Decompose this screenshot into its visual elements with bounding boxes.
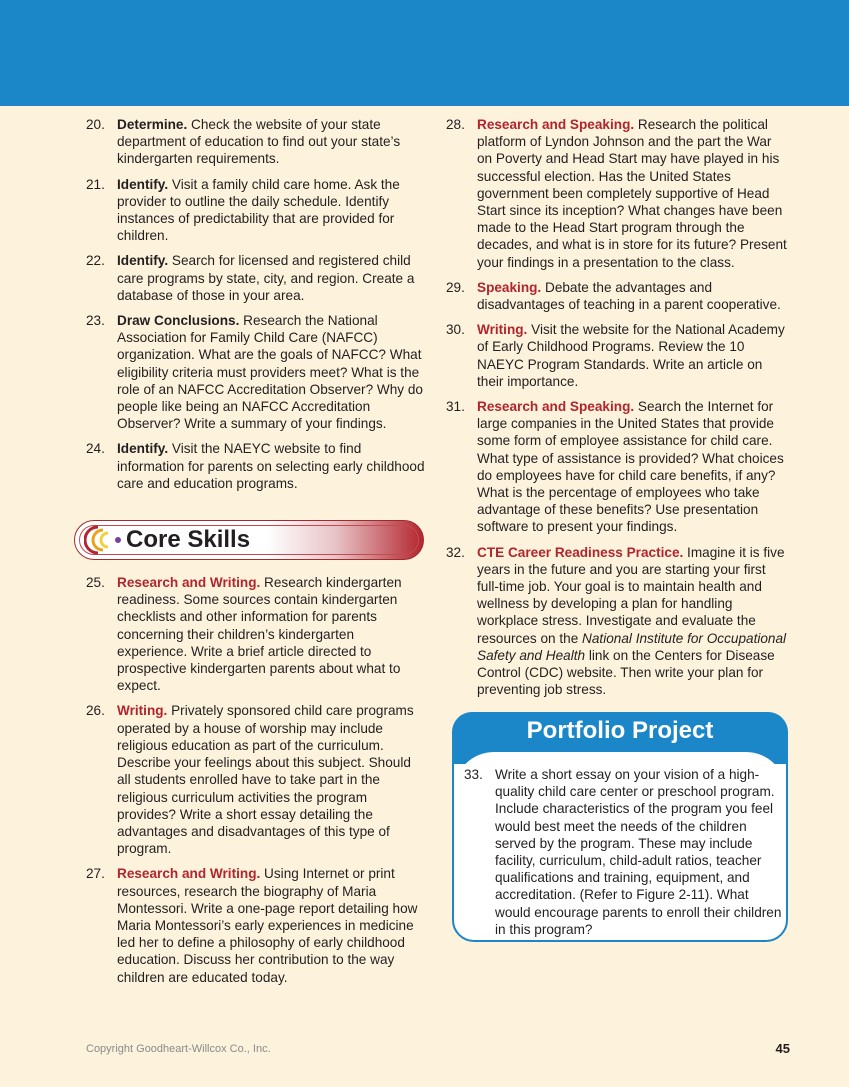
item-text: Imagine it is five years in the future and you are starting your first full-time job. Your goal is to maintain health and wellness by developing a plan for handling workplace stress. Investigate and evaluate the resources on the (477, 544, 785, 646)
item-heading: Research and Speaking. (477, 399, 635, 415)
item-number: 31. (446, 399, 465, 415)
item-number: 24. (86, 441, 105, 457)
item-text: Using Internet or print resources, research the biography of Maria Montessori. Write a one-page report detailing how Maria Montessori’s early experiences in medicine led her to define a philosophy of early childhood education. Discuss her contribution to the way children are educated today. (117, 866, 418, 985)
item-number: 21. (86, 176, 105, 192)
item-text: link on the Centers for Disease Control (CDC) website. Then write your plan for preventing job stress. (477, 647, 775, 698)
item-heading: Speaking. (477, 279, 542, 295)
item-heading: Determine. (117, 117, 188, 132)
list-item (446, 279, 790, 313)
item-number: 32. (446, 544, 465, 560)
portfolio-project-box (452, 712, 788, 942)
item-number: 23. (86, 313, 105, 329)
portfolio-title: Portfolio Project (526, 717, 714, 744)
list-item (464, 766, 782, 938)
item-number: 25. (86, 575, 105, 591)
item-italic-title: National Institute for Occupational Safety and Health (477, 630, 787, 663)
item-text: Search the Internet for large companies in the United States that provide some form of employee assistance for child care. What type of assistance is provided? What choices do employees have for child care benefits, if any? What is the percentage of employees who take advantage of these benefits? Use presentation software to present your findings. (477, 399, 784, 535)
item-heading: CTE Career Readiness Practice. (477, 544, 684, 560)
list-item (86, 252, 428, 304)
item-text: Write a short essay on your vision of a high-quality child care center or preschool program. Include characteristics of the program you feel would best meet the needs of the children served by the program. These may include facility, curriculum, child-adult ratios, teacher qualifications and training, equipment, and accreditation. (Refer to Figure 2-11). What would encourage parents to enroll their children in this program? (495, 767, 782, 937)
list-item (86, 865, 428, 985)
list-item (446, 398, 790, 536)
copyright-notice: Copyright Goodheart-Willcox Co., Inc. (86, 1043, 271, 1055)
core-skills-arcs-icon (84, 524, 124, 556)
item-text: Debate the advantages and disadvantages of teaching in a parent cooperative. (477, 279, 781, 313)
list-item (446, 321, 790, 390)
item-number: 20. (86, 117, 105, 132)
core-skills-banner (74, 520, 424, 560)
item-number: 28. (446, 117, 465, 132)
list-item (86, 312, 428, 432)
item-text: Research the political platform of Lyndon Johnson and the part the War on Poverty and Head Start may have played in his successful election. Has the United States government been completely supportive of Head Start since its inception? What changes have been made to the Head Start program through the decades, and what is in store for its future? Present your findings in a presentation to the class. (477, 117, 787, 270)
activities-list-top (86, 116, 428, 492)
item-number: 22. (86, 253, 105, 269)
list-item (86, 176, 428, 245)
item-text: Visit the website for the National Academy of Early Childhood Programs. Review the 10 NAEYC Program Standards. Write an article on their importance. (477, 322, 785, 389)
core-skills-title: Core Skills (126, 526, 251, 554)
item-heading: Identify. (117, 253, 169, 269)
item-number: 26. (86, 703, 105, 719)
item-number: 33. (464, 767, 483, 782)
list-item (86, 116, 428, 168)
item-heading: Writing. (117, 703, 168, 719)
item-heading: Research and Speaking. (477, 117, 635, 132)
item-number: 27. (86, 866, 105, 882)
item-text: Research kindergarten readiness. Some sources contain kindergarten checklists and other information for parents concerning their children’s kindergarten experience. Write a brief article directed to prospective kindergarten parents about what to expect. (117, 575, 402, 694)
right-column (446, 116, 790, 707)
item-heading: Research and Writing. (117, 866, 261, 882)
activities-list-core (86, 574, 428, 986)
item-text: Privately sponsored child care programs operated by a house of worship may include religious education as part of the curriculum. Describe your feelings about this subject. Should all students enrolled have to take part in the religious curriculum activities the program provides? Write a short essay detailing the advantages and disadvantages of this type of program. (117, 703, 414, 857)
list-item (446, 544, 790, 699)
item-number: 29. (446, 279, 465, 295)
list-item (446, 116, 790, 271)
left-column (86, 116, 428, 994)
item-text: Visit a family child care home. Ask the provider to outline the daily schedule. Identify instances of predictability that are provided for children. (117, 176, 400, 244)
item-text: Research the National Association for Family Child Care (NAFCC) organization. What are the goals of NAFCC? What eligibility criteria must providers meet? What is the role of an NAFCC Accreditation Observer? Why do people like being an NAFCC Accreditation Observer? Write a summary of your findings. (117, 313, 423, 432)
item-heading: Draw Conclusions. (117, 313, 240, 329)
page-number: 45 (775, 1041, 790, 1056)
item-heading: Identify. (117, 176, 169, 192)
item-heading: Research and Writing. (117, 575, 261, 591)
item-text: Check the website of your state department of education to find out your state’s kindergarten requirements. (117, 117, 401, 167)
list-item (86, 702, 428, 857)
list-item (86, 440, 428, 492)
list-item (86, 574, 428, 694)
item-heading: Writing. (477, 322, 528, 338)
item-number: 30. (446, 322, 465, 338)
item-heading: Identify. (117, 441, 169, 457)
header-band (0, 0, 849, 106)
item-text: Visit the NAEYC website to find information for parents on selecting early childhood care and education programs. (117, 441, 425, 491)
item-text: Search for licensed and registered child care programs by state, city, and region. Create a database of those in your area. (117, 253, 415, 303)
